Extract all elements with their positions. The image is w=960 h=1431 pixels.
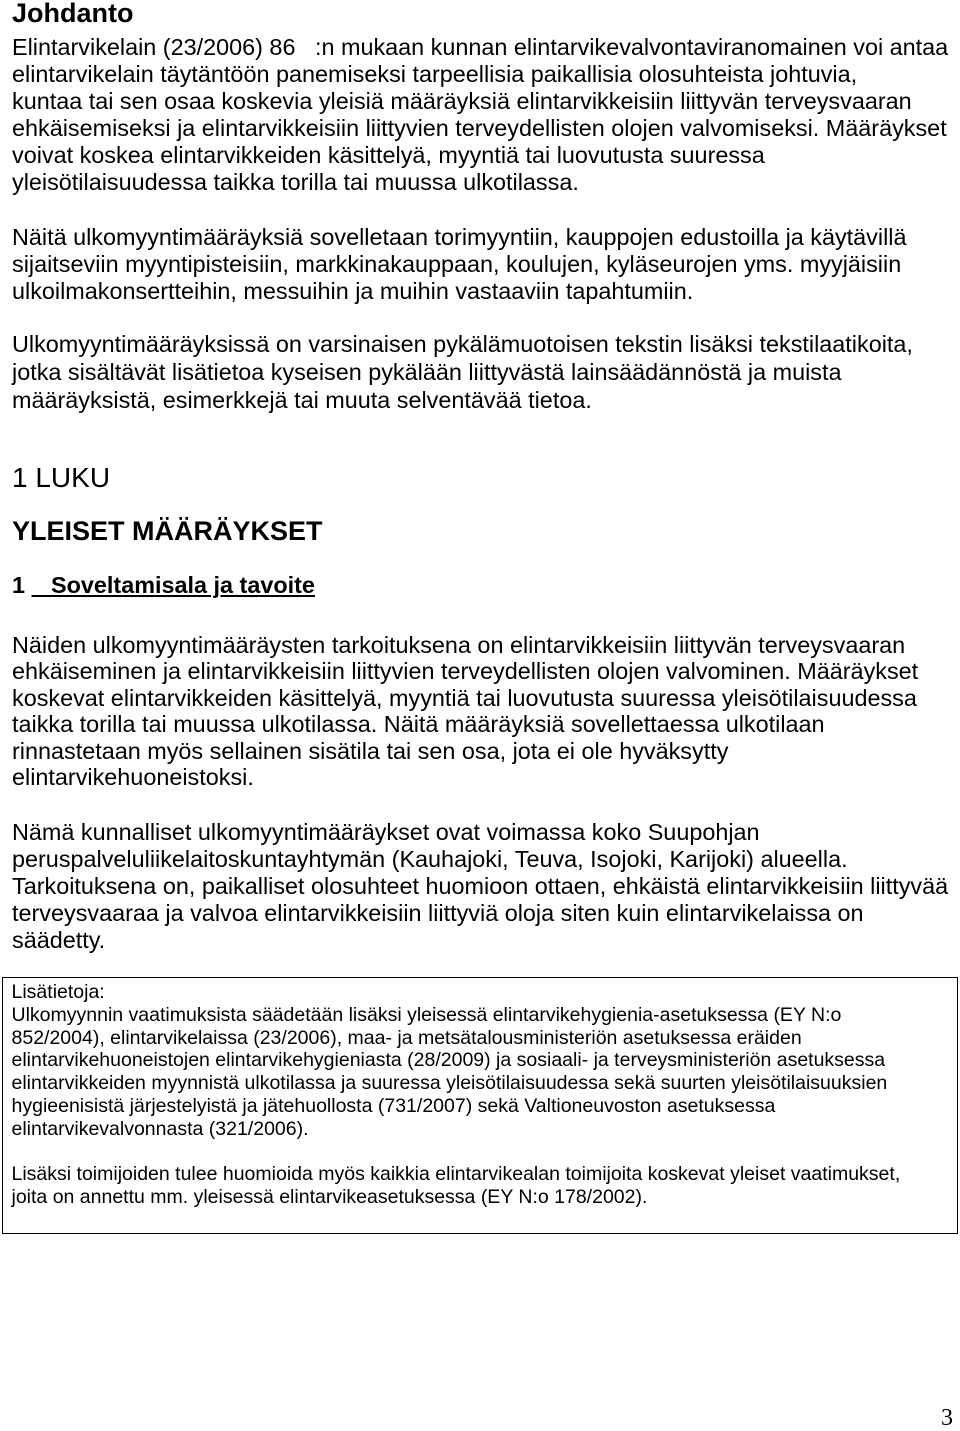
text-line: Tarkoituksena on, paikalliset olosuhteet huomioon ottaen, ehkäistä elintarvikkeisiin liittyvää bbox=[12, 872, 949, 899]
section-heading bbox=[12, 572, 315, 599]
text-line: Näiden ulkomyyntimääräysten tarkoituksena on elintarvikkeisiin liittyvän terveysvaaran bbox=[12, 631, 906, 658]
text-line: elintarvikelain täytäntöön panemiseksi tarpeellisia paikallisia olosuhteista johtuvia, bbox=[12, 60, 858, 87]
intro-paragraph-1 bbox=[12, 34, 948, 196]
text-line: jotka sisältävät lisätietoa kyseisen pykälään liittyvästä lainsäädännöstä ja muista bbox=[12, 359, 842, 385]
section-paragraph-2 bbox=[12, 819, 948, 954]
text-line: kuntaa tai sen osaa koskevia yleisiä määräyksiä elintarvikkeisiin liittyvän terveysvaaran bbox=[12, 87, 912, 114]
chapter-number: 1 LUKU bbox=[12, 462, 111, 493]
text-line: yleisötilaisuudessa taikka torilla tai muussa ulkotilassa. bbox=[12, 168, 579, 195]
info-box-paragraph-2 bbox=[12, 1163, 958, 1209]
paragraph-spacer bbox=[12, 1141, 958, 1164]
text-line: koskevat elintarvikkeiden käsittelyä, myyntiä tai luovutusta suuressa yleisötilaisuudessa bbox=[12, 684, 917, 711]
text-line: peruspalveluliikelaitoskuntayhtymän (Kauhajoki, Teuva, Isojoki, Karijoki) alueella. bbox=[12, 845, 848, 872]
info-box bbox=[2, 977, 958, 1234]
text-line: ehkäiseminen ja elintarvikkeisiin liittyvien terveydellisten olojen valvominen. Määräykset bbox=[12, 658, 919, 685]
text-line: säädetty. bbox=[12, 926, 106, 953]
intro-paragraph-2 bbox=[12, 224, 906, 305]
text-line: Näitä ulkomyyntimääräyksiä sovelletaan torimyyntiin, kauppojen edustoilla ja käytävillä bbox=[12, 223, 907, 250]
page-number: 3 bbox=[941, 1405, 953, 1431]
text-line: terveysvaaraa ja valvoa elintarvikkeisiin liittyviä oloja siten kuin elintarvikelaissa on bbox=[12, 899, 864, 926]
chapter-title: YLEISET MÄÄRÄYKSET bbox=[12, 516, 323, 546]
info-box-label: Lisätietoja: bbox=[11, 981, 105, 1003]
text-line: elintarvikevalvonnasta (321/2006). bbox=[11, 1117, 309, 1140]
text-line: taikka torilla tai muussa ulkotilassa. Näitä määräyksiä sovellettaessa ulkotilaan bbox=[12, 711, 825, 738]
section-paragraph-1 bbox=[12, 632, 918, 792]
info-box-paragraph-1 bbox=[12, 1004, 958, 1141]
text-line: Lisäksi toimijoiden tulee huomioida myös kaikkia elintarvikealan toimijoita koskevat yleiset vaatimukset, bbox=[11, 1163, 901, 1186]
text-line: ehkäisemiseksi ja elintarvikkeisiin liittyvien terveydellisten olojen valvomiseksi. Määräykset bbox=[12, 114, 947, 141]
text-line: Elintarvikelain (23/2006) 86 :n mukaan kunnan elintarvikevalvontaviranomainen voi antaa bbox=[12, 33, 949, 60]
text-line: Ulkomyyntimääräyksissä on varsinaisen pykälämuotoisen tekstin lisäksi tekstilaatikoita, bbox=[12, 331, 913, 357]
text-line: hygieenisistä järjestelyistä ja jätehuollosta (731/2007) sekä Valtioneuvoston asetuksessa bbox=[11, 1094, 776, 1117]
page-title: Johdanto bbox=[12, 0, 134, 28]
text-line: voivat koskea elintarvikkeiden käsittelyä, myyntiä tai luovutusta suuressa bbox=[12, 141, 765, 168]
section-symbol-gap bbox=[32, 572, 52, 598]
text-line: elintarvikehuoneistoksi. bbox=[12, 764, 254, 791]
text-line: rinnastetaan myös sellainen sisätila tai sen osa, jota ei ole hyväksytty bbox=[12, 737, 729, 764]
text-line: elintarvikkeiden myynnistä ulkotilassa ja suuressa yleisötilaisuudessa sekä suurten yleisötilaisuuksien bbox=[11, 1072, 888, 1095]
intro-paragraph-3 bbox=[12, 330, 913, 414]
text-line: ulkoilmakonsertteihin, messuihin ja muihin vastaaviin tapahtumiin. bbox=[12, 277, 694, 304]
section-number: 1 bbox=[12, 572, 26, 598]
text-line: sijaitseviin myyntipisteisiin, markkinakauppaan, koulujen, kyläseurojen yms. myyjäisiin bbox=[12, 250, 902, 277]
text-line: 852/2004), elintarvikelaissa (23/2006), maa- ja metsätalousministeriön asetuksessa eräiden bbox=[11, 1026, 802, 1049]
text-line: joita on annettu mm. yleisessä elintarvikeasetuksessa (EY N:o 178/2002). bbox=[11, 1186, 648, 1209]
text-line: määräyksistä, esimerkkejä tai muuta selventävää tietoa. bbox=[12, 387, 592, 413]
text-line: Nämä kunnalliset ulkomyyntimääräykset ovat voimassa koko Suupohjan bbox=[12, 818, 760, 845]
section-title: Soveltamisala ja tavoite bbox=[51, 572, 315, 598]
text-line: Ulkomyynnin vaatimuksista säädetään lisäksi yleisessä elintarvikehygienia-asetuksessa (EY N:o bbox=[11, 1003, 842, 1026]
section-title-underlined bbox=[32, 572, 315, 598]
text-line: elintarvikehuoneistojen elintarvikehygieniasta (28/2009) ja sosiaali- ja terveysministeriön asetuksessa bbox=[11, 1049, 886, 1072]
